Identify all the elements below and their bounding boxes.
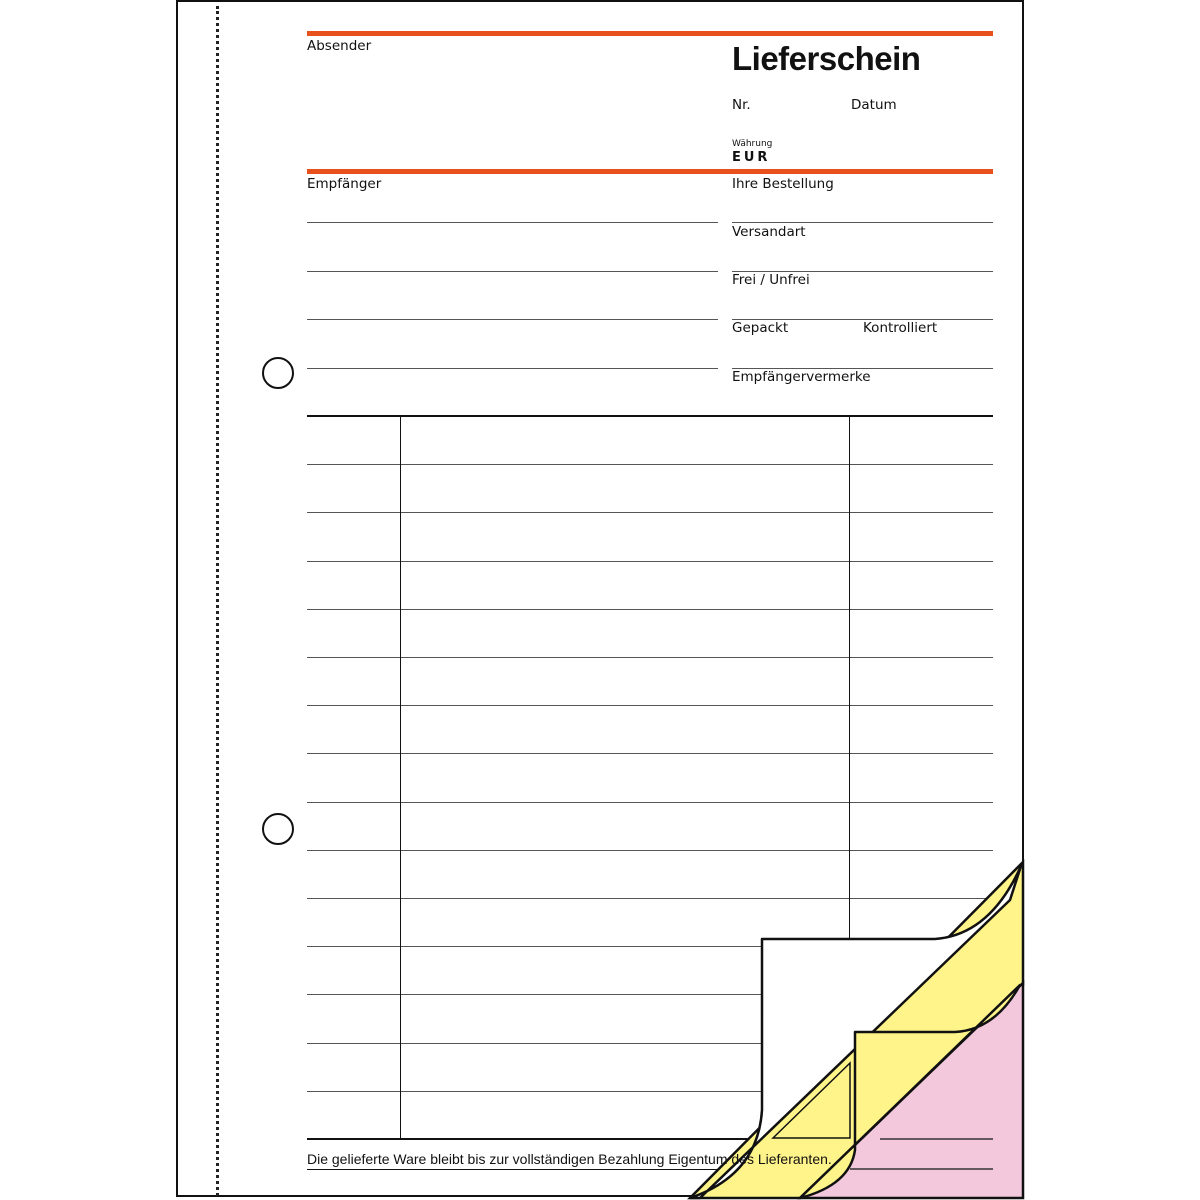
document-title: Lieferschein <box>732 40 921 77</box>
footer-note: Die gelieferte Ware bleibt bis zur vollständigen Bezahlung Eigentum des Lieferanten. <box>307 1151 832 1167</box>
checked-label: Kontrolliert <box>863 320 938 336</box>
currency-label: Währung <box>732 139 773 149</box>
currency-value: EUR <box>732 150 771 165</box>
number-label: Nr. <box>732 97 751 113</box>
freight-label: Frei / Unfrei <box>732 272 810 288</box>
packed-label: Gepackt <box>732 320 789 336</box>
shipping-label: Versandart <box>732 224 806 240</box>
sender-label: Absender <box>307 38 372 54</box>
recipient-label: Empfänger <box>307 176 382 192</box>
recipient-notes-label: Empfängervermerke <box>732 369 871 385</box>
your-order-label: Ihre Bestellung <box>732 176 834 192</box>
date-label: Datum <box>851 97 897 113</box>
